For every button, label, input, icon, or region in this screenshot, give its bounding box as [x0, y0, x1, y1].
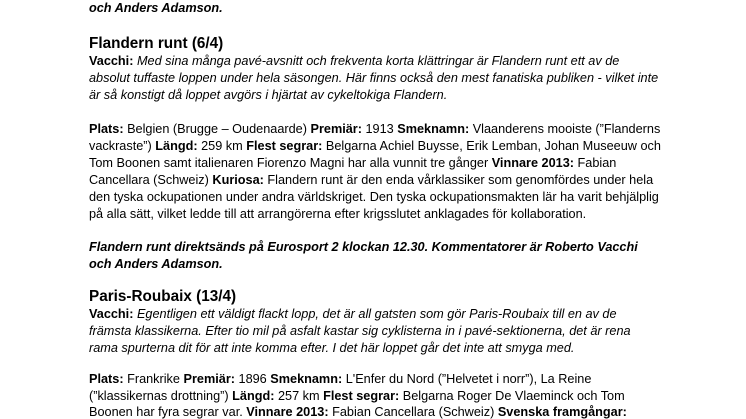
vacchi-quote-line: är så konstigt då loppet avgörs i hjärtat av cykeltokiga Flandern. [89, 88, 448, 102]
vinnare-value: Fabian [574, 156, 617, 170]
facts-text: Tom Boonen samt italienaren Fiorenzo Magni har alla vunnit tre gånger [89, 156, 492, 170]
langd-value: 257 km [274, 389, 324, 403]
flest-segrar-label: Flest segrar: [323, 389, 400, 403]
broadcast-line: Flandern runt direktsänds på Eurosport 2 klockan 12.30. Kommentatorer är Roberto Vacchi [89, 240, 638, 254]
smeknamn-value: L'Enfer du Nord (”Helvetet i norr”), La Reine [342, 372, 592, 386]
vacchi-label: Vacchi: [89, 307, 134, 321]
smeknamn-label: Smeknamn: [397, 122, 470, 136]
facts-text: (”klassikernas drottning”) [89, 389, 233, 403]
facts-line: den tyska ockupationen under andra världskriget. Den tyska ockupationsmakten lär ha varit behjälplig [89, 190, 659, 204]
plats-value: Frankrike [123, 372, 184, 386]
svenska-framgangar-label: Svenska framgångar: [497, 405, 627, 419]
facts-line [89, 371, 591, 388]
previous-broadcast-tail: och Anders Adamson. [89, 1, 223, 15]
vacchi-quote-line [89, 53, 619, 70]
vacchi-quote-line: rama spurterna dit för att inte komma efter. I det här loppet går det inte att smyga med. [89, 341, 575, 355]
premiar-value: 1896 [234, 372, 271, 386]
facts-line: på alla sätt, vilket ledde till att arrangörerna efter krigsslutet anklagades för kollaboration. [89, 207, 587, 221]
langd-label: Längd: [155, 139, 198, 153]
facts-line [89, 138, 661, 155]
premiar-value: 1913 [361, 122, 398, 136]
vacchi-quote-text: Med sina många pavé-avsnitt och frekventa korta klättringar är Flandern runt ett av de [133, 54, 620, 68]
flest-segrar-value: Belgarna Achiel Buysse, Erik Lemban, Johan Museeuw och [322, 139, 661, 153]
section-heading-paris-roubaix: Paris-Roubaix (13/4) [89, 288, 237, 305]
vinnare-label: Vinnare 2013: [491, 156, 574, 170]
facts-line [89, 121, 660, 138]
vacchi-label: Vacchi: [89, 54, 134, 68]
langd-value: 259 km [197, 139, 247, 153]
vinnare-value: Fabian Cancellara (Schweiz) [328, 405, 498, 419]
broadcast-line: och Anders Adamson. [89, 257, 223, 271]
plats-label: Plats: [89, 122, 124, 136]
flest-segrar-value: Belgarna Roger De Vlaeminck och Tom [399, 389, 625, 403]
vacchi-quote-text: Egentligen ett väldigt flackt lopp, det är all gatsten som gör Paris-Roubaix till en av de [133, 307, 617, 321]
smeknamn-value: Vlaanderens mooiste (”Flanderns [469, 122, 661, 136]
facts-text: vackraste”) [89, 139, 156, 153]
facts-line [89, 388, 625, 405]
kuriosa-value: Flandern runt är den enda vårklassiker som genomfördes under hela [263, 173, 654, 187]
vacchi-quote-line [89, 306, 617, 323]
kuriosa-label: Kuriosa: [212, 173, 264, 187]
facts-text: Boonen har fyra segrar var. [89, 405, 247, 419]
smeknamn-label: Smeknamn: [270, 372, 343, 386]
facts-text: Cancellara (Schweiz) [89, 173, 213, 187]
langd-label: Längd: [232, 389, 275, 403]
plats-value: Belgien (Brugge – Oudenaarde) [123, 122, 311, 136]
section-heading-flandern: Flandern runt (6/4) [89, 35, 224, 52]
flest-segrar-label: Flest segrar: [246, 139, 323, 153]
facts-line [89, 155, 616, 172]
vinnare-label: Vinnare 2013: [246, 405, 329, 419]
vacchi-quote-line: absolut tuffaste loppen under hela säsongen. Här finns också den mest fanatiska publiken - vilket inte [89, 71, 659, 85]
premiar-label: Premiär: [183, 372, 235, 386]
facts-line [89, 404, 627, 419]
plats-label: Plats: [89, 372, 124, 386]
vacchi-quote-line: främsta klassikerna. Efter tio mil på asfalt kastar sig cyklisterna in i pavé-sektionerna, det är rena [89, 324, 631, 338]
facts-line [89, 172, 653, 189]
premiar-label: Premiär: [310, 122, 362, 136]
